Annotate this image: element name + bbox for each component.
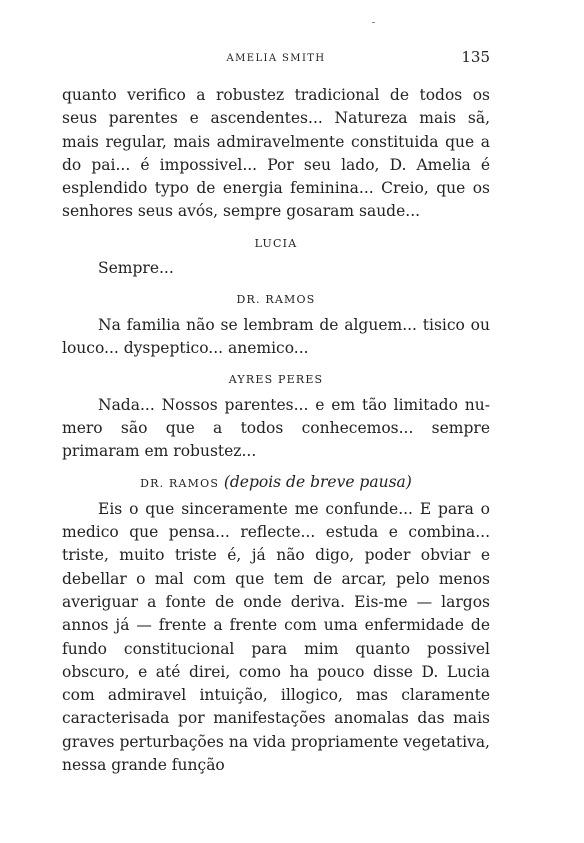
page-number: 135 — [461, 48, 490, 66]
speaker-name-ayres-peres: AYRES PERES — [228, 373, 324, 387]
body-text — [62, 84, 490, 777]
paragraph-dr-ramos-2: Eis o que sinceramente me confunde... E para o medico que pensa... reflecte... estuda e combina... triste, muito triste é, já não digo, poder obviar e debellar o mal com que tem de arcar, pelo menos averiguar a fonte de onde deriva. Eis-me — largos annos já — frente a frente com uma enfermidade de fundo constitucional para mim quanto possivel obscuro, e até direi, como ha pouco disse D. Lucia com admiravel intuição, illogico, mas claramente caracterisada por manifestações anomalas das mais graves perturbações na vida propriamente vegetativa, nessa grande função — [62, 499, 490, 775]
running-title: AMELIA SMITH — [226, 53, 326, 64]
speaker-line-dr-ramos — [62, 463, 490, 497]
scan-speck — [372, 22, 375, 23]
speaker-name-dr-ramos: DR. RAMOS — [236, 293, 316, 307]
speaker-name-dr-ramos-2: DR. RAMOS — [140, 477, 220, 491]
paragraph-dr-ramos: Na familia não se lembram de alguem... tisico ou louco... dyspeptico... anemico... — [62, 315, 490, 357]
running-head — [62, 48, 490, 68]
paragraph-lucia: Sempre... — [98, 259, 174, 278]
paragraph-ayres-peres: Nada... Nossos parentes... e em tão limitado numero são que a todos conhecemos... sempre primaram em robustez... — [62, 395, 490, 461]
speaker-name-lucia: LUCIA — [254, 236, 298, 250]
stage-direction: (depois de breve pausa) — [223, 473, 412, 492]
paragraph-continuation: quanto verifico a robustez tradicional de todos os seus parentes e ascendentes... Natureza mais sã, mais regular, mais admiravelmente constituida que a do pai... é impossivel... Por seu lado, D. Amelia é esplendido typo de energia feminina... Creio, que os senhores seus avós, sempre gosaram saude... — [62, 86, 490, 221]
